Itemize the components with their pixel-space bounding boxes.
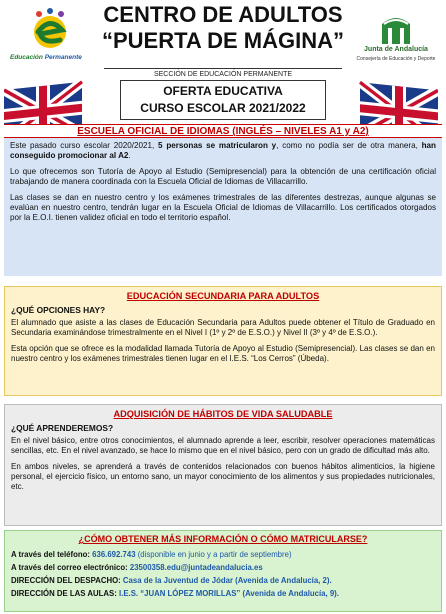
junta-name: Junta de Andalucía (364, 46, 428, 53)
classes-row: DIRECCIÓN DE LAS AULAS: I.E.S. “JUAN LÓPEZ MORILLAS” (Avenida de Andalucía, 9). (11, 589, 339, 598)
page-subtitle: SECCIÓN DE EDUCACIÓN PERMANENTE (104, 68, 342, 78)
phone-row: A través del teléfono: 636.692.743 (disponible en junio y a partir de septiembre) (11, 550, 292, 559)
junta-andalucia-logo (352, 6, 440, 68)
junta-emblem-icon (352, 6, 440, 46)
school-year: CURSO ESCOLAR 2021/2022 (140, 101, 306, 115)
section-healthy-habits (4, 404, 442, 526)
email-link[interactable]: 23500358.edu@juntadeandalucia.es (129, 563, 263, 572)
educacion-permanente-logo (8, 4, 96, 74)
email-row: A través del correo electrónico: 23500358.edu@juntadeandalucia.es (11, 563, 263, 572)
paragraph: Este pasado curso escolar 2020/2021, 5 personas se matricularon y, como no podía ser de otra manera, han conseguido promocionar al A2. (10, 141, 436, 161)
paragraph: En ambos niveles, se aprenderá a través de contenidos relacionados con buenos hábitos alimenticios, la higiene personal, el ejercicio físico, un entorno sano, un mayor conocimiento de los alimentos y sus propiedades nutricionales, etc. (11, 461, 435, 492)
section-language-school-title: ESCUELA OFICIAL DE IDIOMAS (INGLÉS – NIVELES A1 y A2) (4, 124, 442, 138)
paragraph: Lo que ofrecemos son Tutoría de Apoyo al Estudio (Semipresencial) para la obtención de una certificación oficial trabajando de manera coordinada con la Escuela Oficial de Idiomas de Villacarrillo. (10, 166, 436, 187)
office-row: DIRECCIÓN DEL DESPACHO: Casa de la Juventud de Jódar (Avenida de Andalucía, 2). (11, 576, 332, 585)
paragraph: En el nivel básico, entre otros conocimientos, el alumnado aprende a leer, escribir, resolver operaciones matemáticas sencillas, etc. En el nivel avanzado, se hace lo mismo que en el nivel básico, pero con un grado de dificultad más alto. (11, 436, 435, 456)
paragraph: El alumnado que asiste a las clases de Educación Secundaria para Adultos puede obtener el Título de Graduado en Secundaria examinándose trimestralmente en el Nivel I (1º y 2º de E.S.O.) y Nivel II (3º y 4º de E.S.O.). (11, 318, 435, 338)
paragraph: Esta opción que se ofrece es la modalidad llamada Tutoría de Apoyo al Estudio (Semipresencial). Las clases se dan en nuestro centro y los exámenes trimestrales tienen lugar en el I.E.S. “Los Cerros” (Úbeda). (11, 343, 435, 363)
e-logo-icon (30, 8, 70, 52)
page-title (92, 2, 354, 54)
offer-title: OFERTA EDUCATIVA (163, 84, 283, 98)
section-secondary-education (4, 286, 442, 396)
phone-link[interactable]: 636.692.743 (92, 550, 136, 559)
section-contact-info (4, 530, 442, 612)
section-secondary-title: EDUCACIÓN SECUNDARIA PARA ADULTOS (126, 291, 320, 301)
title-line-2: “PUERTA DE MÁGINA” (102, 28, 344, 53)
junta-department: Consejería de Educación y Deporte (356, 56, 436, 62)
section-question: ¿QUÉ OPCIONES HAY? (11, 305, 106, 315)
paragraph: Las clases se dan en nuestro centro y los exámenes trimestrales de las diferentes destrezas, aunque algunas se evalúan en nuestro centro, tendrán lugar en la Escuela Oficial de Idiomas de Villacarrillo. Los certificados otorgados por la E.O.I. tienen validez oficial en todo el territorio español. (10, 192, 436, 223)
section-contact-title: ¿CÓMO OBTENER MÁS INFORMACIÓN O CÓMO MATRICULARSE? (78, 534, 368, 544)
office-address: Casa de la Juventud de Jódar (Avenida de Andalucía, 2). (122, 576, 332, 585)
section-language-school (4, 124, 442, 276)
offer-heading-box (120, 80, 326, 120)
logo-text: Educación Permanente (10, 54, 82, 61)
classes-address: I.E.S. “JUAN LÓPEZ MORILLAS” (Avenida de Andalucía, 9). (119, 589, 339, 598)
section-healthy-title: ADQUISICIÓN DE HÁBITOS DE VIDA SALUDABLE (113, 409, 333, 419)
section-question: ¿QUÉ APRENDEREMOS? (11, 423, 114, 433)
title-line-1: CENTRO DE ADULTOS (103, 2, 343, 27)
section-language-school-body (4, 138, 442, 276)
